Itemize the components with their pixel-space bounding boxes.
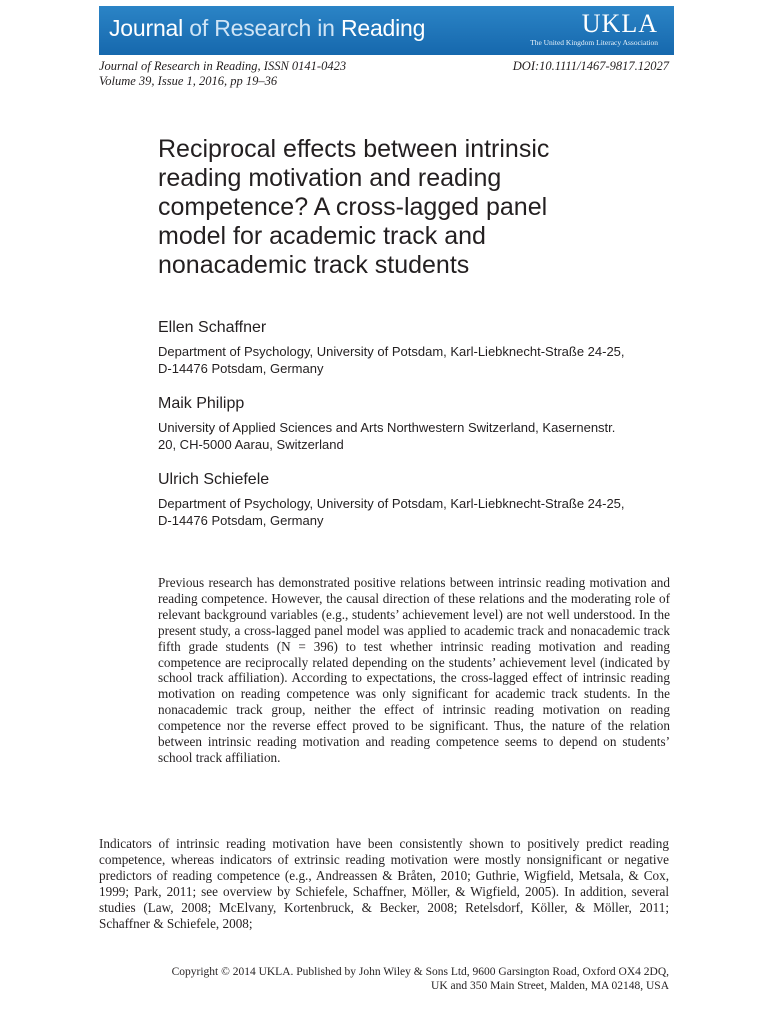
journal-name-suffix: Reading [334,15,426,41]
author-name: Maik Philipp [158,395,245,412]
copyright-notice [172,965,669,993]
author-name: Ellen Schaffner [158,319,267,336]
journal-banner [99,6,674,55]
author-affiliation [158,420,678,453]
title-line: reading motivation and reading [158,164,502,192]
ukla-subtitle: The United Kingdom Literacy Association [530,38,658,47]
journal-name-in: in [317,15,335,41]
affiliation-line: 20, CH-5000 Aarau, Switzerland [158,436,344,452]
body-paragraph: Indicators of intrinsic reading motivation have been consistently shown to positively predict reading competence, whereas indicators of extrinsic reading motivation were mostly nonsignificant or negative predictors of reading competence (e.g., Andreassen & Bråten, 2010; Guthrie, Wigfield, Metsala, & Cox, 1999; Park, 2011; see overview by Schiefele, Schaffner, Möller, & Wigfield, 2005). In addition, several studies (Law, 2008; McElvany, Kortenbruck, & Becker, 2008; Retelsdorf, Köller, & Möller, 2011; Schaffner & Schiefele, 2008; [99,836,669,931]
author-entry [158,470,678,546]
affiliation-line: Department of Psychology, University of Potsdam, Karl-Liebknecht-Straße 24-25, [158,344,625,359]
affiliation-line: D-14476 Potsdam, Germany [158,512,324,528]
author-entry [158,318,678,394]
title-line: nonacademic track students [158,251,470,279]
abstract: Previous research has demonstrated positive relations between intrinsic reading motivation and reading competence. However, the causal direction of these relations and the moderating role of relevant background variables (e.g., students’ achievement level) are not well understood. In the present study, a cross-lagged panel model was applied to academic track and nonacademic track fifth grade students (N = 396) to test whether intrinsic reading motivation and reading competence are reciprocally related depending on the students’ achievement level (indicated by school track affiliation). According to expectations, the cross-lagged effect of intrinsic reading motivation on reading competence was only significant for academic track students. In the nonacademic track group, neither the effect of intrinsic reading motivation on reading competence nor the reverse effect proved to be significant. Thus, the nature of the relation between intrinsic reading motivation and reading competence seems to depend on students’ school track affiliation. [158,575,670,765]
citation-meta [99,59,346,89]
journal-issn: Journal of Research in Reading, ISSN 0141-0423 [99,59,347,73]
journal-name [109,15,425,42]
affiliation-line: Department of Psychology, University of Potsdam, Karl-Liebknecht-Straße 24-25, [158,496,625,511]
ukla-logo: UKLA [581,9,658,38]
author-entry [158,394,678,470]
author-name: Ulrich Schiefele [158,471,270,488]
volume-info: Volume 39, Issue 1, 2016, pp 19–36 [99,74,278,88]
author-affiliation [158,496,678,529]
copyright-line: Copyright © 2014 UKLA. Published by John Wiley & Sons Ltd, 9600 Garsington Road, Oxford OX4 2DQ, [171,966,669,978]
affiliation-line: University of Applied Sciences and Arts Northwestern Switzerland, Kasernenstr. [158,420,616,435]
journal-name-prefix: Journal [109,15,184,41]
affiliation-line: D-14476 Potsdam, Germany [158,360,324,376]
title-line: model for academic track and [158,222,486,250]
ukla-logo-block [530,10,658,48]
title-line: Reciprocal effects between intrinsic [158,135,550,163]
doi: DOI:10.1111/1467-9817.12027 [512,59,669,73]
article-title [158,135,678,280]
copyright-line: UK and 350 Main Street, Malden, MA 02148, USA [431,980,669,992]
author-list [158,318,678,546]
title-line: competence? A cross-lagged panel [158,193,548,221]
journal-name-mid: of Research [183,15,318,41]
author-affiliation [158,344,678,377]
